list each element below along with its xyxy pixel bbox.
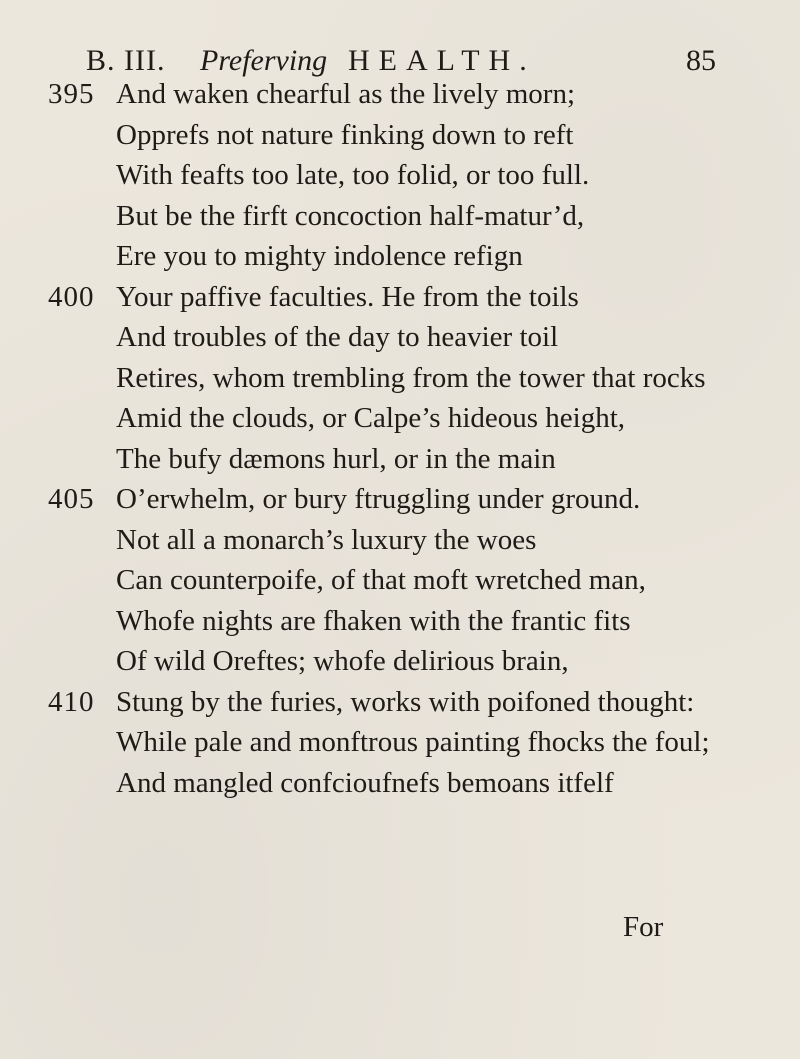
poem-line (0, 763, 800, 804)
line-number: 405 (48, 483, 95, 515)
line-text: And mangled confcioufnefs bemoans itfelf (116, 766, 614, 799)
line-text: Ere you to mighty indolence refign (116, 240, 523, 272)
running-subject: HEALTH. (348, 44, 536, 77)
line-text: Amid the clouds, or Calpe’s hideous height, (116, 402, 626, 434)
line-text: Stung by the furies, works with poifoned thought: (116, 685, 695, 718)
poem-line (0, 682, 800, 723)
poem-line (0, 641, 800, 682)
poem-line (0, 358, 800, 399)
line-text: And waken chearful as the lively morn; (116, 78, 576, 110)
poem-line (0, 560, 800, 601)
line-text: And troubles of the day to heavier toil (116, 321, 559, 353)
book-number: B. III. (86, 44, 166, 77)
poem-line (0, 196, 800, 237)
line-text: With feafts too late, too folid, or too full. (116, 159, 590, 191)
poem-line (0, 74, 800, 115)
poem-line (0, 155, 800, 196)
poem-line (0, 317, 800, 358)
line-text: Your paffive faculties. He from the toils (116, 280, 579, 313)
line-number: 410 (48, 685, 95, 718)
poem-line (0, 277, 800, 318)
poem-lines (0, 74, 800, 803)
poem-line (0, 115, 800, 156)
running-title: Preferving (200, 44, 328, 77)
line-text: The bufy dæmons hurl, or in the main (116, 442, 556, 475)
line-text: Whofe nights are fhaken with the frantic fits (116, 604, 631, 637)
poem-line (0, 520, 800, 561)
catchword: For (623, 911, 664, 943)
line-text: O’erwhelm, or bury ftruggling under ground. (116, 483, 641, 515)
line-text: Of wild Oreftes; whofe delirious brain, (116, 645, 569, 677)
line-text: Not all a monarch’s luxury the woes (116, 523, 537, 556)
poem-line (0, 398, 800, 439)
line-text: Opprefs not nature finking down to reft (116, 118, 574, 151)
line-text: While pale and monftrous painting fhocks the foul; (116, 726, 710, 758)
poem-line (0, 479, 800, 520)
line-text: But be the firft concoction half-matur’d, (116, 199, 585, 232)
line-number: 400 (48, 280, 95, 313)
poem-line (0, 601, 800, 642)
poem-line (0, 722, 800, 763)
line-text: Retires, whom trembling from the tower that rocks (116, 361, 706, 394)
poem-line (0, 439, 800, 480)
line-number: 395 (48, 78, 95, 110)
line-text: Can counterpoife, of that moft wretched man, (116, 564, 646, 596)
page-number: 85 (686, 44, 716, 77)
poem-line (0, 236, 800, 277)
